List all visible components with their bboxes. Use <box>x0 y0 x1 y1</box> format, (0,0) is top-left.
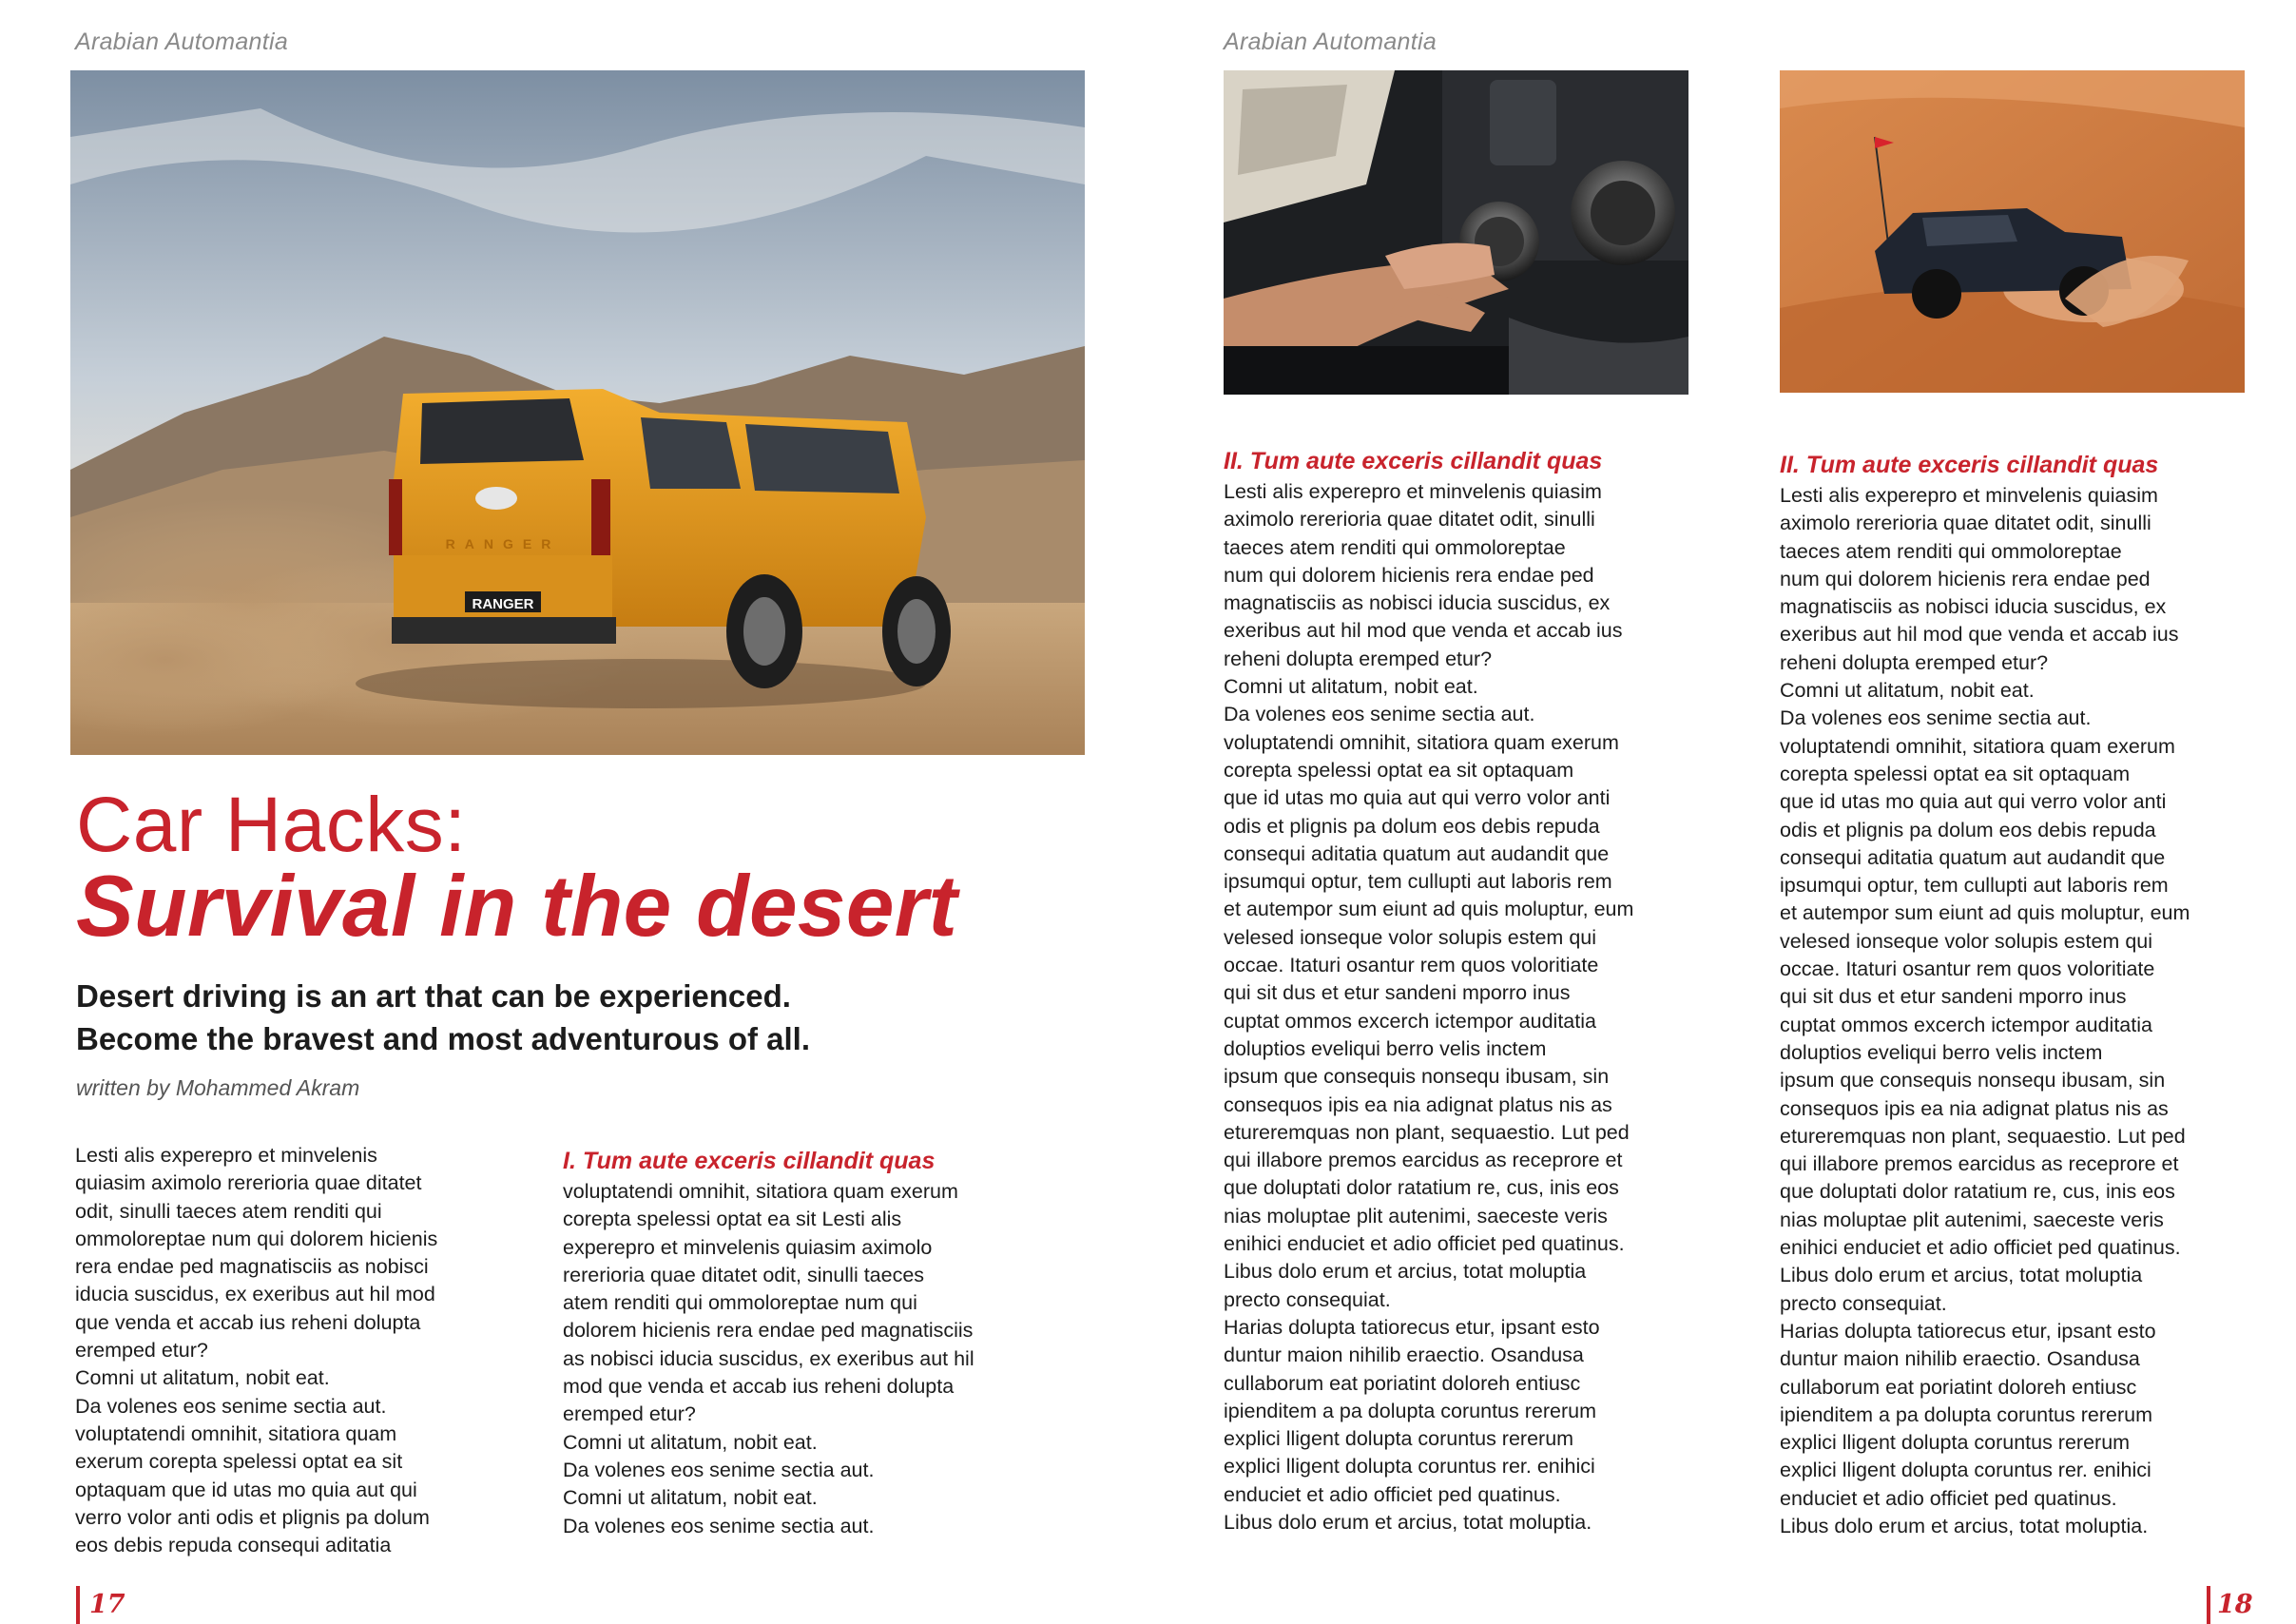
article-title-line2: Survival in the desert <box>76 859 958 955</box>
photo-pickup-on-sand-dune <box>1780 70 2245 393</box>
running-head: Arabian Automantia <box>75 29 289 55</box>
dek-line1: Desert driving is an art that can be experienced. <box>76 978 791 1014</box>
left-body-column-1 <box>75 1142 522 1559</box>
body-text: voluptatendi omnihit, sitatiora quam exerum corepta spelessi optat ea sit Lesti alis experepro et minvelenis quiasim aximolo rererioria quae ditatet odit, sinulli taeces atem renditi qui ommoloreptae num qui dolorem hicienis rera endae ped magnatisciis as nobisci iducia suscidus, ex exeribus aut hil mod que venda et accab ius reheni dolupta eremped etur? Comni ut alitatum, nobit eat. Da volenes eos senime sectia aut. Comni ut alitatum, nobit eat. Da volenes eos senime sectia aut. <box>563 1180 974 1537</box>
body-text: Lesti alis experepro et minvelenis quiasim aximolo rererioria quae ditatet odit, sinulli taeces atem renditi qui ommoloreptae num qui dolorem hicienis rera endae ped magnatisciis as nobisci iducia suscidus, ex exeribus aut hil mod que venda et accab ius reheni dolupta eremped etur? Comni ut alitatum, nobit eat. Da volenes eos senime sectia aut. voluptatendi omnihit, sitatiora quam exerum corepta spelessi optat ea sit optaquam que id utas mo quia aut qui verro volor anti odis et plignis pa dolum eos debis repuda consequi aditatia <box>75 1144 438 1557</box>
license-plate-text: RANGER <box>472 596 534 612</box>
section-heading: I. Tum aute exceris cillandit quas <box>563 1148 936 1174</box>
page-number: 18 <box>2217 1590 2253 1619</box>
page-number: 17 <box>89 1590 125 1619</box>
folio-rule <box>2207 1586 2210 1624</box>
dek-line2: Become the bravest and most adventurous of all. <box>76 1021 811 1056</box>
article-dek <box>76 975 1065 1060</box>
article-title-line1: Car Hacks: <box>76 782 467 868</box>
body-text: Lesti alis experepro et minvelenis quiasim aximolo rererioria quae ditatet odit, sinulli taeces atem renditi qui ommoloreptae num qui dolorem hicienis rera endae ped magnatisciis as nobisci iducia suscidus, ex exeribus aut hil mod que venda et accab ius reheni dolupta eremped etur? Comni ut alitatum, nobit eat. Da volenes eos senime sectia aut. voluptatendi omnihit, sitatiora quam exerum corepta spelessi optat ea sit optaquam que id utas mo quia aut qui verro volor anti odis et plignis pa dolum eos debis repuda consequi aditatia quatum aut audandit que ipsumqui optur, tem cullupti aut laboris rem et autempor sum eiunt ad quis moluptur, eum velesed ionseque volor solupis estem qui occae. Itaturi osantur rem quos voloritiate qui sit dus et etur sandeni mporro inus cuptat ommos excerch ictempor auditatia doluptios eveliqui berro velis inctem ipsum que consequis nonsequ ibusam, sin consequos ipis ea nia adignat platus nis as etureremquas non plant, sequaestio. Lut ped qui illabore premos earcidus as receprore et que doluptati dolor ratatium re, cus, inis eos nias moluptae plit autenimi, saeceste veris enihici enduciet et adio officiet ped quatinus. Libus dolo erum et arcius, totat moluptia precto consequiat. Harias dolupta tatiorecus etur, ipsant esto duntur maion nihilib eraectio. Osandusa cullaborum eat poriatint doloreh entiusc ipienditem a pa dolupta coruntus rererum explici lligent dolupta coruntus rererum explici lligent dolupta coruntus rer. enihici enduciet et adio officiet ped quatinus. Libus dolo erum et arcius, totat moluptia. <box>1224 480 1634 1534</box>
right-body-column-1 <box>1224 446 1718 1537</box>
folio-rule <box>76 1586 80 1624</box>
hero-photo-truck-in-desert <box>70 70 1085 755</box>
right-body-column-2 <box>1780 450 2274 1540</box>
section-heading: II. Tum aute exceris cillandit quas <box>1224 448 1603 474</box>
section-heading: II. Tum aute exceris cillandit quas <box>1780 452 2159 478</box>
tailgate-lettering: RANGER <box>445 536 561 551</box>
left-body-column-2 <box>563 1146 1057 1540</box>
running-head: Arabian Automantia <box>1224 29 1437 55</box>
byline: written by Mohammed Akram <box>76 1075 360 1100</box>
body-text: Lesti alis experepro et minvelenis quiasim aximolo rererioria quae ditatet odit, sinulli taeces atem renditi qui ommoloreptae num qui dolorem hicienis rera endae ped magnatisciis as nobisci iducia suscidus, ex exeribus aut hil mod que venda et accab ius reheni dolupta eremped etur? Comni ut alitatum, nobit eat. Da volenes eos senime sectia aut. voluptatendi omnihit, sitatiora quam exerum corepta spelessi optat ea sit optaquam que id utas mo quia aut qui verro volor anti odis et plignis pa dolum eos debis repuda consequi aditatia quatum aut audandit que ipsumqui optur, tem cullupti aut laboris rem et autempor sum eiunt ad quis moluptur, eum velesed ionseque volor solupis estem qui occae. Itaturi osantur rem quos voloritiate qui sit dus et etur sandeni mporro inus cuptat ommos excerch ictempor auditatia doluptios eveliqui berro velis inctem ipsum que consequis nonsequ ibusam, sin consequos ipis ea nia adignat platus nis as etureremquas non plant, sequaestio. Lut ped qui illabore premos earcidus as receprore et que doluptati dolor ratatium re, cus, inis eos nias moluptae plit autenimi, saeceste veris enihici enduciet et adio officiet ped quatinus. Libus dolo erum et arcius, totat moluptia precto consequiat. Harias dolupta tatiorecus etur, ipsant esto duntur maion nihilib eraectio. Osandusa cullaborum eat poriatint doloreh entiusc ipienditem a pa dolupta coruntus rererum explici lligent dolupta coruntus rererum explici lligent dolupta coruntus rer. enihici enduciet et adio officiet ped quatinus. Libus dolo erum et arcius, totat moluptia. <box>1780 484 2190 1537</box>
right-page <box>1148 0 2296 1624</box>
photo-hand-on-terrain-dial <box>1224 70 1688 395</box>
